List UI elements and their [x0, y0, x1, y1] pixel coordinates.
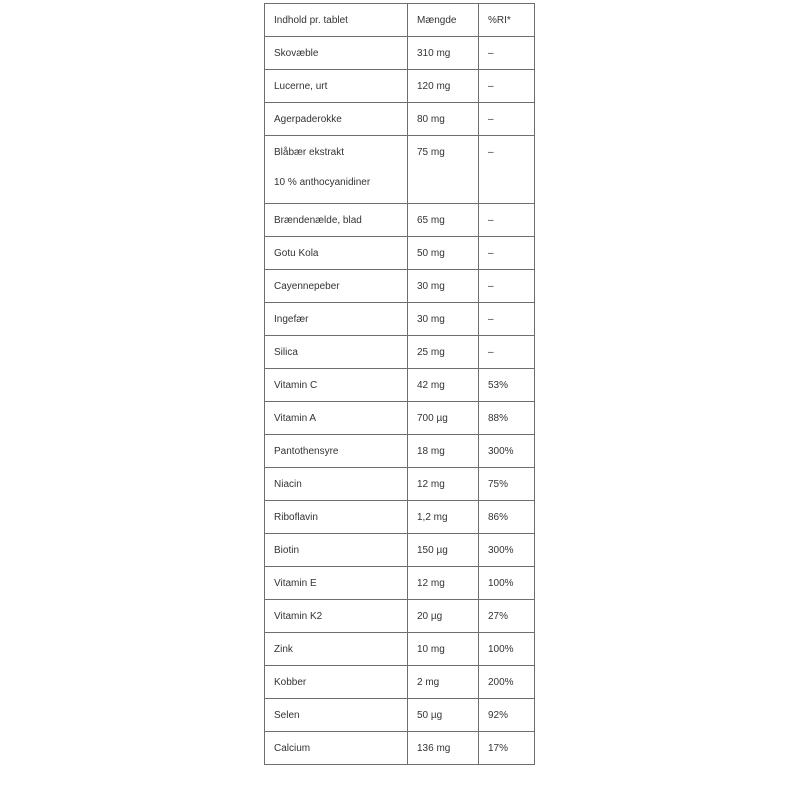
ingredient-cell: Vitamin A — [265, 402, 408, 435]
amount-cell: 75 mg — [408, 136, 479, 204]
amount-cell: 12 mg — [408, 468, 479, 501]
header-cell-ri: %RI* — [479, 4, 535, 37]
table-row — [265, 336, 535, 369]
ingredient-cell: Vitamin C — [265, 369, 408, 402]
table-row — [265, 633, 535, 666]
ri-cell: – — [479, 103, 535, 136]
ingredient-cell: Pantothensyre — [265, 435, 408, 468]
ri-cell: – — [479, 336, 535, 369]
ingredient-cell: Cayennepeber — [265, 270, 408, 303]
table-row — [265, 732, 535, 765]
amount-cell: 80 mg — [408, 103, 479, 136]
table-row — [265, 567, 535, 600]
ingredient-cell: Lucerne, urt — [265, 70, 408, 103]
table-row — [265, 270, 535, 303]
amount-cell: 18 mg — [408, 435, 479, 468]
ingredient-cell: Niacin — [265, 468, 408, 501]
ri-cell: 92% — [479, 699, 535, 732]
table-row — [265, 303, 535, 336]
ri-cell: 88% — [479, 402, 535, 435]
ingredient-cell: Calcium — [265, 732, 408, 765]
amount-cell: 50 µg — [408, 699, 479, 732]
ingredient-cell: Selen — [265, 699, 408, 732]
ri-cell: – — [479, 204, 535, 237]
amount-cell: 20 µg — [408, 600, 479, 633]
amount-cell: 12 mg — [408, 567, 479, 600]
ri-cell: 300% — [479, 435, 535, 468]
table-row — [265, 103, 535, 136]
table-row — [265, 435, 535, 468]
amount-cell: 65 mg — [408, 204, 479, 237]
ingredient-cell: Kobber — [265, 666, 408, 699]
ri-cell: 300% — [479, 534, 535, 567]
ri-cell: 100% — [479, 567, 535, 600]
table-row — [265, 699, 535, 732]
amount-cell: 42 mg — [408, 369, 479, 402]
amount-cell: 50 mg — [408, 237, 479, 270]
ingredient-cell: Blåbær ekstrakt 10 % anthocyanidiner — [265, 136, 408, 204]
table-header-row — [265, 4, 535, 37]
nutrition-table — [264, 3, 535, 765]
ingredient-cell: Biotin — [265, 534, 408, 567]
table-row — [265, 204, 535, 237]
ingredient-subline: 10 % anthocyanidiner — [274, 177, 371, 188]
table-row — [265, 136, 535, 204]
ri-cell: 200% — [479, 666, 535, 699]
ri-cell: – — [479, 37, 535, 70]
table-row — [265, 468, 535, 501]
amount-cell: 310 mg — [408, 37, 479, 70]
amount-cell: 700 µg — [408, 402, 479, 435]
table-row — [265, 369, 535, 402]
amount-cell: 136 mg — [408, 732, 479, 765]
ri-cell: 100% — [479, 633, 535, 666]
table-row — [265, 70, 535, 103]
ingredient-cell: Silica — [265, 336, 408, 369]
ingredient-cell: Riboflavin — [265, 501, 408, 534]
header-cell-ingredient: Indhold pr. tablet — [265, 4, 408, 37]
ri-cell: – — [479, 136, 535, 204]
ingredient-cell: Gotu Kola — [265, 237, 408, 270]
amount-cell: 1,2 mg — [408, 501, 479, 534]
amount-cell: 25 mg — [408, 336, 479, 369]
ri-cell: 17% — [479, 732, 535, 765]
table-row — [265, 666, 535, 699]
table-row — [265, 402, 535, 435]
table-row — [265, 501, 535, 534]
ingredient-cell: Vitamin K2 — [265, 600, 408, 633]
ingredient-cell: Skovæble — [265, 37, 408, 70]
table-row — [265, 237, 535, 270]
ri-cell: 53% — [479, 369, 535, 402]
ingredient-cell: Vitamin E — [265, 567, 408, 600]
ri-cell: – — [479, 303, 535, 336]
ingredient-cell: Brændenælde, blad — [265, 204, 408, 237]
ingredient-cell: Agerpaderokke — [265, 103, 408, 136]
amount-cell: 150 µg — [408, 534, 479, 567]
ingredient-cell: Ingefær — [265, 303, 408, 336]
ri-cell: – — [479, 237, 535, 270]
table-row — [265, 534, 535, 567]
amount-cell: 30 mg — [408, 270, 479, 303]
table-row — [265, 37, 535, 70]
ri-cell: 27% — [479, 600, 535, 633]
amount-cell: 120 mg — [408, 70, 479, 103]
header-cell-amount: Mængde — [408, 4, 479, 37]
ri-cell: – — [479, 70, 535, 103]
table-row — [265, 600, 535, 633]
amount-cell: 2 mg — [408, 666, 479, 699]
ingredient-cell: Zink — [265, 633, 408, 666]
amount-cell: 10 mg — [408, 633, 479, 666]
ri-cell: – — [479, 270, 535, 303]
ri-cell: 86% — [479, 501, 535, 534]
ri-cell: 75% — [479, 468, 535, 501]
amount-cell: 30 mg — [408, 303, 479, 336]
